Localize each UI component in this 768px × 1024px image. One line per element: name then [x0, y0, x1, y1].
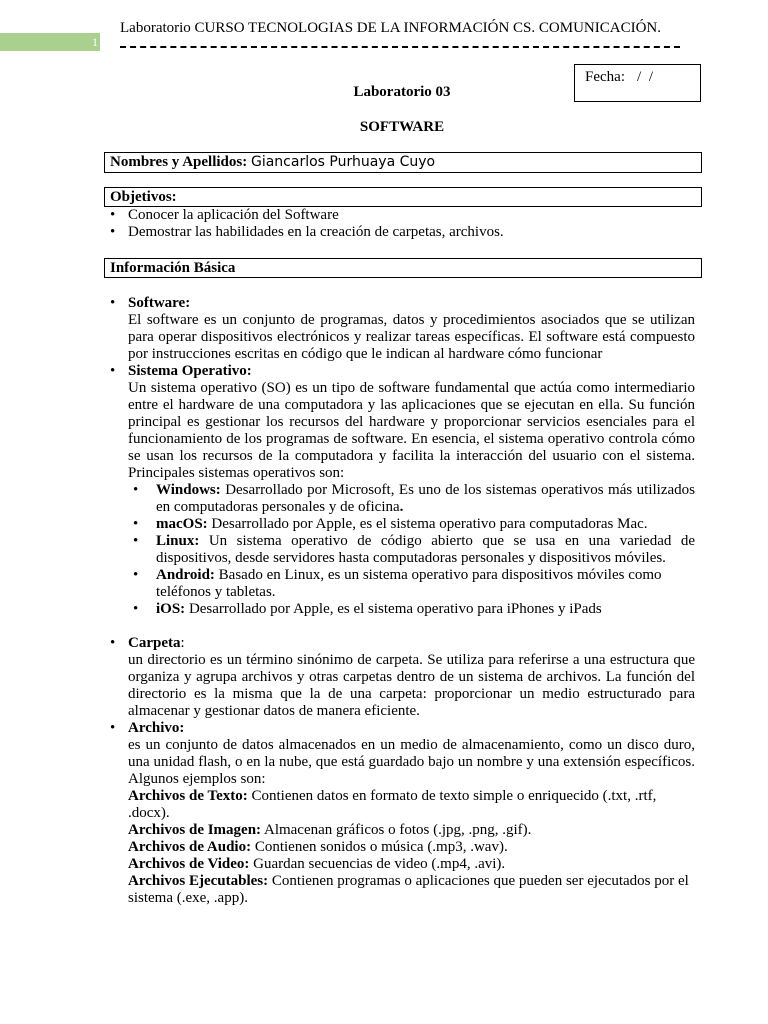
- folder-section: [105, 635, 695, 720]
- file-type-name: Archivos de Video:: [128, 856, 250, 872]
- info-list: [105, 295, 695, 907]
- file-type: [128, 822, 695, 839]
- objectives-box: [104, 187, 702, 207]
- objectives-list: [105, 207, 695, 241]
- document-body: [105, 207, 695, 907]
- file-type-name: Archivos de Texto:: [128, 788, 248, 804]
- lab-subtitle: SOFTWARE: [359, 119, 445, 135]
- list-item: [128, 482, 695, 516]
- names-label: Nombres y Apellidos:: [110, 154, 248, 170]
- date-label: Fecha:: [585, 69, 625, 85]
- file-type: [128, 856, 695, 873]
- os-name: iOS:: [156, 601, 186, 617]
- file-type: [128, 873, 695, 907]
- section-title: Software:: [128, 295, 191, 311]
- list-item: [128, 601, 695, 618]
- file-type-desc: Almacenan gráficos o fotos (.jpg, .png, .gif).: [261, 822, 532, 838]
- file-type-desc: Contienen datos en formato de texto simple o enriquecido (.txt, .rtf, .docx).: [128, 788, 657, 821]
- section-title: Sistema Operativo:: [128, 363, 252, 379]
- page-number: 1: [0, 33, 100, 51]
- os-list: [128, 482, 695, 618]
- section-title-colon: :: [180, 635, 185, 651]
- file-type-name: Archivos de Imagen:: [128, 822, 262, 838]
- date-slashes: / /: [636, 69, 656, 85]
- operating-system-section: [105, 363, 695, 635]
- file-type-desc: Contienen sonidos o música (.mp3, .wav).: [251, 839, 508, 855]
- os-name: macOS:: [156, 516, 208, 532]
- file-section: [105, 720, 695, 907]
- software-section: [105, 295, 695, 363]
- lab-title: Laboratorio 03: [353, 84, 451, 100]
- file-type: [128, 839, 695, 856]
- os-desc: Desarrollado por Microsoft, Es uno de los sistemas operativos más utilizados en computadoras personales y de oficina: [156, 482, 695, 515]
- header-divider: [120, 46, 680, 48]
- date-box: [574, 64, 701, 102]
- file-type-desc: Contienen programas o aplicaciones que pueden ser ejecutados por el sistema (.exe, .app).: [128, 873, 689, 906]
- list-item: • Conocer la aplicación del Software: [105, 207, 695, 224]
- os-desc: Desarrollado por Apple, es el sistema operativo para iPhones y iPads: [185, 601, 602, 617]
- list-item: [128, 516, 695, 533]
- document-header: Laboratorio CURSO TECNOLOGIAS DE LA INFORMACIÓN CS. COMUNICACIÓN.: [120, 20, 661, 36]
- os-desc: Un sistema operativo de código abierto que se usa en una variedad de dispositivos, desde servidores hasta computadoras personales y dispositivos móviles.: [156, 533, 695, 566]
- section-title: Carpeta: [128, 635, 181, 651]
- os-end: .: [399, 499, 404, 515]
- list-item: • Demostrar las habilidades en la creación de carpetas, archivos.: [105, 224, 695, 241]
- section-text: Un sistema operativo (SO) es un tipo de software fundamental que actúa como intermediario entre el hardware de una computadora y las aplicaciones que se ejecutan en ella. Su función principal es gestionar los recursos del hardware y proporcionar servicios esenciales para el funcionamiento de los programas de software. En esencia, el sistema operativo controla cómo se usan los recursos de la computadora y facilita la interacción del usuario con el sistema. Principales sistemas operativos son:: [128, 380, 695, 481]
- os-desc: Desarrollado por Apple, es el sistema operativo para computadoras Mac.: [207, 516, 648, 532]
- basic-info-label: Información Básica: [110, 260, 236, 276]
- os-name: Windows:: [156, 482, 221, 498]
- section-text: un directorio es un término sinónimo de carpeta. Se utiliza para referirse a una estructura que organiza y agrupa archivos y otras carpetas dentro de un sistema de archivos. La función del directorio es la misma que la de una carpeta: proporcionar un medio estructurado para almacenar y gestionar datos de manera eficiente.: [128, 652, 695, 719]
- os-name: Linux:: [156, 533, 200, 549]
- file-type: [128, 788, 695, 822]
- os-desc: Basado en Linux, es un sistema operativo para dispositivos móviles como teléfonos y tabletas.: [156, 567, 662, 600]
- section-title: Archivo:: [128, 720, 185, 736]
- objectives-label: Objetivos:: [110, 189, 177, 205]
- list-item: [128, 567, 695, 601]
- file-type-desc: Guardan secuencias de video (.mp4, .avi).: [249, 856, 506, 872]
- section-text: es un conjunto de datos almacenados en un medio de almacenamiento, como un disco duro, una unidad flash, o en la nube, que está guardado bajo un nombre y una extensión específicos. Algunos ejemplos son:: [128, 737, 695, 787]
- names-value: Giancarlos Purhuaya Cuyo: [250, 154, 436, 170]
- os-name: Android:: [156, 567, 215, 583]
- names-box: [104, 152, 702, 173]
- list-item: [128, 533, 695, 567]
- file-type-name: Archivos Ejecutables:: [128, 873, 269, 889]
- file-type-name: Archivos de Audio:: [128, 839, 252, 855]
- section-text: El software es un conjunto de programas, datos y procedimientos asociados que se utilizan para operar dispositivos electrónicos y realizar tareas específicas. El software está compuesto por instrucciones escritas en código que le indican al hardware cómo funcionar: [128, 312, 695, 362]
